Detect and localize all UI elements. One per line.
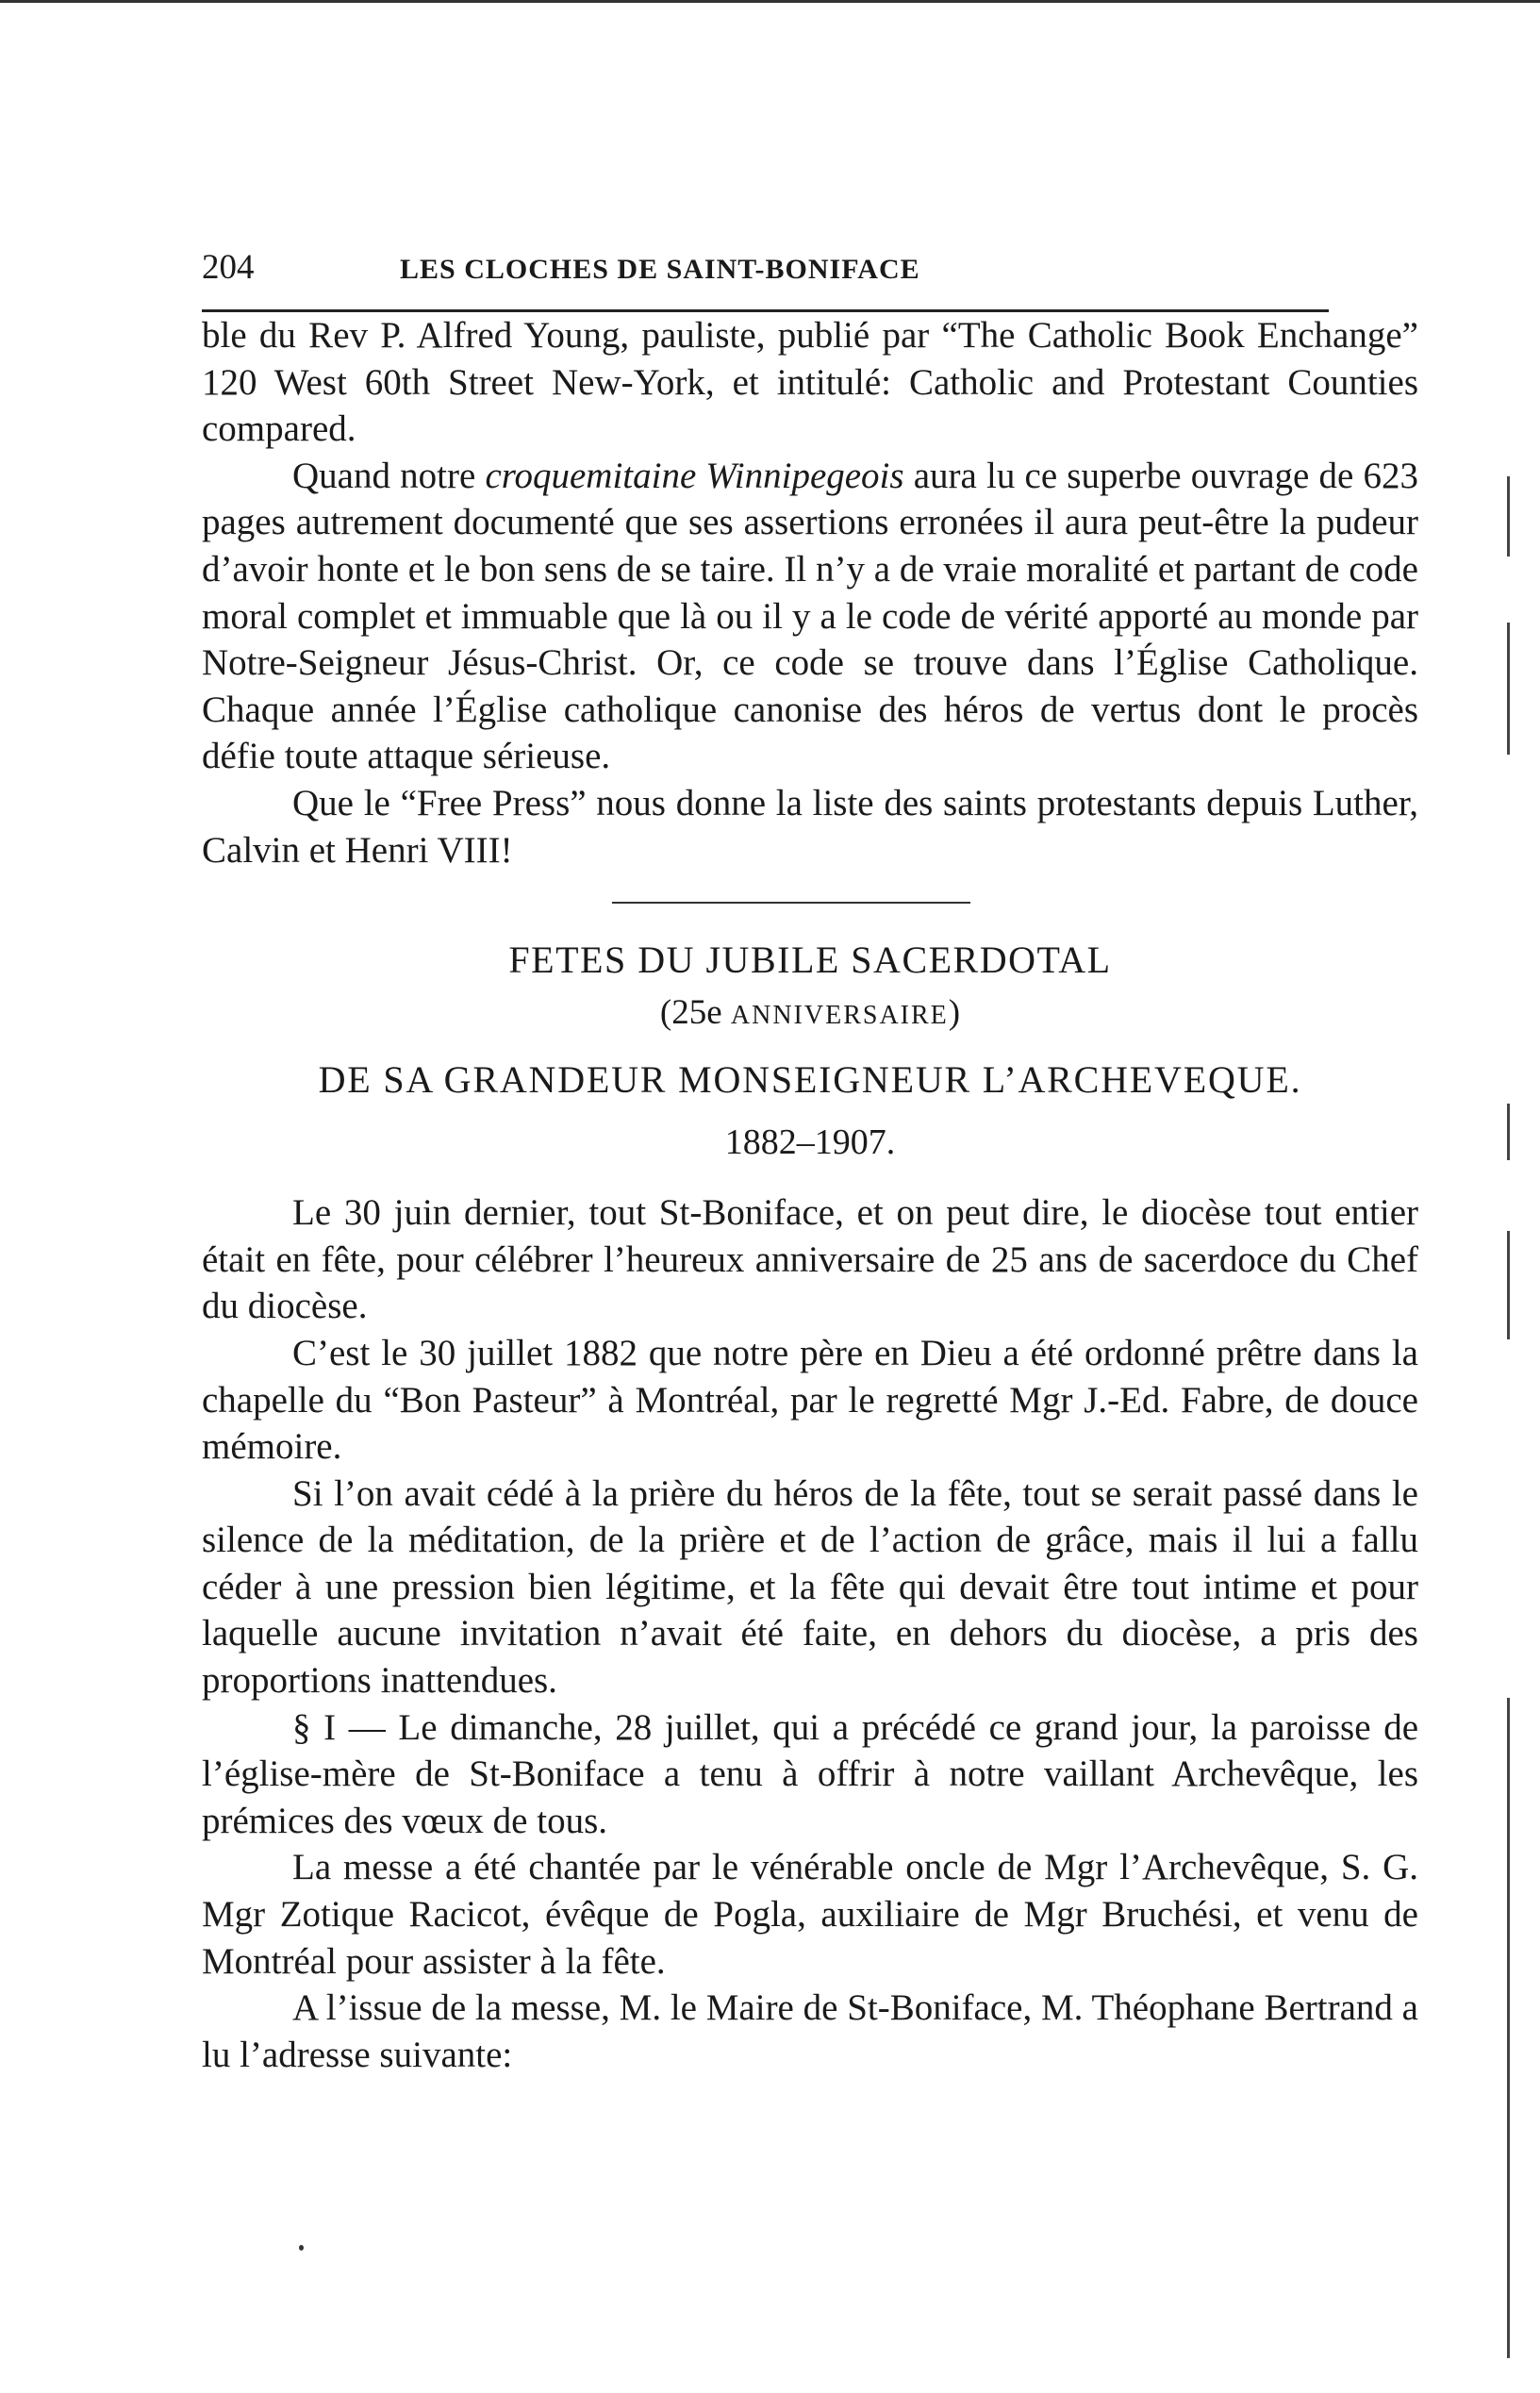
scan-margin-mark	[1507, 623, 1510, 755]
paragraph-text: aura lu ce superbe ouvrage de 623 pages autrement documenté que ses assertions erronées il aura peut-être la pudeur d’avoir honte et le bon sens de se taire. Il n’y a de vraie moralité et partant de code moral complet et immuable que là ou il y a le code de vérité apporté au monde par Notre-Seigneur Jésus-Christ. Or, ce code se trouve dans l’Église Catholique. Chaque année l’Église catholique canonise des héros de vertus dont le procès défie toute attaque sérieuse.	[202, 455, 1418, 777]
anniversary-number: (25e	[659, 993, 731, 1033]
scan-margin-mark	[1507, 476, 1510, 557]
paragraph: ble du Rev P. Alfred Young, pauliste, publié par “The Catholic Book Enchange” 120 West 60th Street New-York, et intitulé: Catholic and Protestant Counties compared.	[202, 315, 1418, 450]
article-continuation	[202, 312, 1418, 873]
paragraph: A l’issue de la messe, M. le Maire de St-Boniface, M. Théophane Bertrand a lu l’adresse suivante:	[202, 1987, 1418, 2075]
section-body	[202, 1189, 1418, 2078]
paragraph: Si l’on avait cédé à la prière du héros de la fête, tout se serait passé dans le silence de la méditation, de la prière et de l’action de grâce, mais il lui a fallu céder à une pression bien légitime, et la fête qui devait être tout intime et pour laquelle aucune invitation n’avait été faite, en dehors du diocèse, a pris des proportions inattendues.	[202, 1472, 1418, 1702]
section-heading-subject: DE SA GRANDEUR MONSEIGNEUR L’ARCHEVEQUE.	[318, 1058, 1302, 1102]
paragraph: Que le “Free Press” nous donne la liste des saints protestants depuis Luther, Calvin et Henri VIII!	[202, 782, 1418, 871]
paragraph: C’est le 30 juillet 1882 que notre père en Dieu a été ordonné prêtre dans la chapelle du “Bon Pasteur” à Montréal, par le regretté Mgr J.-Ed. Fabre, de douce mémoire.	[202, 1332, 1418, 1468]
paragraph: La messe a été chantée par le vénérable oncle de Mgr l’Archevêque, S. G. Mgr Zotique Racicot, évêque de Pogla, auxiliaire de Mgr Bruchési, et venu de Montréal pour assister à la fête.	[202, 1847, 1418, 1982]
anniversary-close: )	[948, 993, 961, 1033]
scan-speck	[299, 2245, 304, 2251]
section-heading-years: 1882–1907.	[724, 1122, 896, 1163]
paragraph	[202, 453, 1418, 780]
paragraph-text: Quand notre	[292, 455, 486, 496]
section-heading-anniversary	[202, 987, 1418, 1042]
scan-margin-mark	[1507, 1104, 1510, 1160]
top-edge-rule	[0, 0, 1540, 3]
book-page	[202, 247, 1418, 2078]
running-title: LES CLOCHES DE SAINT-BONIFACE	[400, 254, 920, 285]
page-number: 204	[202, 248, 255, 287]
anniversary-label: ANNIVERSAIRE	[730, 1001, 949, 1031]
paragraph: § I — Le dimanche, 28 juillet, qui a précédé ce grand jour, la paroisse de l’église-mère de St-Boniface a tenu à offrir à notre vaillant Archevêque, les prémices des vœux de tous.	[202, 1706, 1418, 1841]
scan-margin-mark	[1507, 1698, 1510, 2358]
paragraph: Le 30 juin dernier, tout St-Boniface, et on peut dire, le diocèse tout entier était en fête, pour célébrer l’heureux anniversaire de 25 ans de sacerdoce du Chef du diocèse.	[202, 1192, 1418, 1327]
section-heading-title: FETES DU JUBILE SACERDOTAL	[508, 939, 1112, 982]
section-divider	[612, 902, 970, 904]
scan-margin-mark	[1507, 1231, 1510, 1339]
running-header	[202, 247, 1418, 291]
italic-phrase: croquemitaine Winnipegeois	[485, 455, 904, 496]
